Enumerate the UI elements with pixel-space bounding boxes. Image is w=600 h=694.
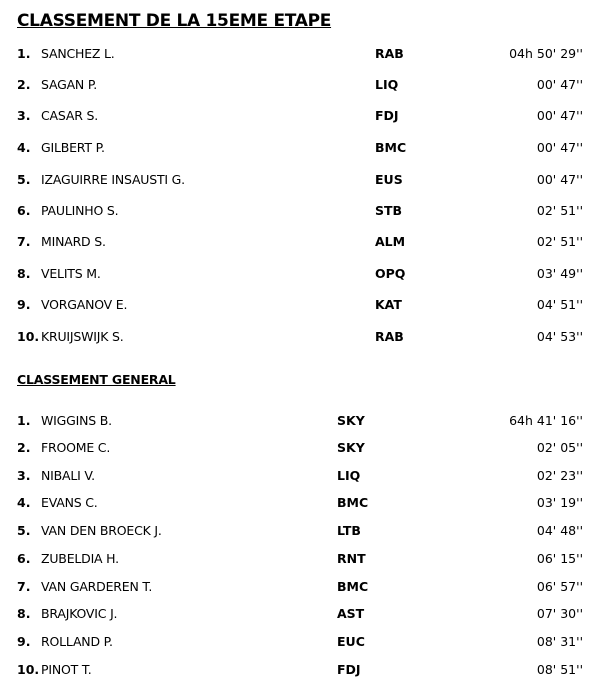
rank: 5. bbox=[17, 523, 31, 538]
rider-name: VELITS M. bbox=[41, 266, 101, 281]
rider-name: IZAGUIRRE INSAUSTI G. bbox=[41, 172, 185, 187]
time-gap: 03' 19'' bbox=[536, 495, 583, 510]
rider-name: EVANS C. bbox=[41, 495, 98, 510]
rank: 4. bbox=[17, 495, 31, 510]
table-row bbox=[0, 492, 600, 514]
rank: 1. bbox=[17, 413, 31, 428]
rank: 10. bbox=[17, 329, 40, 344]
rank: 10. bbox=[17, 662, 40, 677]
rider-name: MINARD S. bbox=[41, 234, 106, 249]
rank: 9. bbox=[17, 634, 31, 649]
table-row bbox=[0, 294, 600, 316]
team-code: FDJ bbox=[337, 662, 361, 677]
table-row bbox=[0, 437, 600, 459]
time-gap: 04h 50' 29'' bbox=[509, 46, 583, 61]
time-gap: 00' 47'' bbox=[536, 172, 583, 187]
team-code: LTB bbox=[337, 523, 361, 538]
rider-name: NIBALI V. bbox=[41, 468, 95, 483]
time-gap: 04' 51'' bbox=[536, 297, 583, 312]
team-code: RNT bbox=[337, 551, 366, 566]
rider-name: KRUIJSWIJK S. bbox=[41, 329, 124, 344]
rank: 3. bbox=[17, 108, 31, 123]
table-row bbox=[0, 576, 600, 598]
table-row bbox=[0, 74, 600, 96]
rider-name: CASAR S. bbox=[41, 108, 98, 123]
rider-name: FROOME C. bbox=[41, 440, 111, 455]
general-classification-title: CLASSEMENT GENERAL bbox=[17, 372, 176, 387]
rank: 6. bbox=[17, 551, 31, 566]
table-row bbox=[0, 263, 600, 285]
team-code: BMC bbox=[375, 140, 407, 155]
team-code: SKY bbox=[337, 413, 365, 428]
team-code: EUS bbox=[375, 172, 403, 187]
rank: 5. bbox=[17, 172, 31, 187]
table-row bbox=[0, 520, 600, 542]
table-row bbox=[0, 659, 600, 681]
team-code: OPQ bbox=[375, 266, 406, 281]
team-code: EUC bbox=[337, 634, 365, 649]
team-code: LIQ bbox=[375, 77, 399, 92]
table-row bbox=[0, 631, 600, 653]
stage-classification-title: CLASSEMENT DE LA 15EME ETAPE bbox=[17, 11, 332, 31]
rank: 1. bbox=[17, 46, 31, 61]
rider-name: VAN DEN BROECK J. bbox=[41, 523, 162, 538]
rider-name: VAN GARDEREN T. bbox=[41, 579, 153, 594]
table-row bbox=[0, 43, 600, 65]
rider-name: PINOT T. bbox=[41, 662, 92, 677]
rider-name: WIGGINS B. bbox=[41, 413, 112, 428]
time-gap: 04' 48'' bbox=[536, 523, 583, 538]
table-row bbox=[0, 137, 600, 159]
rider-name: ZUBELDIA H. bbox=[41, 551, 119, 566]
time-gap: 06' 57'' bbox=[536, 579, 583, 594]
time-gap: 06' 15'' bbox=[536, 551, 583, 566]
rider-name: VORGANOV E. bbox=[41, 297, 128, 312]
time-gap: 07' 30'' bbox=[536, 606, 583, 621]
table-row bbox=[0, 231, 600, 253]
time-gap: 03' 49'' bbox=[536, 266, 583, 281]
rider-name: SANCHEZ L. bbox=[41, 46, 115, 61]
team-code: RAB bbox=[375, 46, 404, 61]
rank: 6. bbox=[17, 203, 31, 218]
rank: 7. bbox=[17, 234, 31, 249]
time-gap: 08' 31'' bbox=[536, 634, 583, 649]
rank: 8. bbox=[17, 606, 31, 621]
rider-name: ROLLAND P. bbox=[41, 634, 113, 649]
table-row bbox=[0, 200, 600, 222]
time-gap: 04' 53'' bbox=[536, 329, 583, 344]
rank: 3. bbox=[17, 468, 31, 483]
rank: 2. bbox=[17, 440, 31, 455]
team-code: KAT bbox=[375, 297, 402, 312]
team-code: BMC bbox=[337, 495, 369, 510]
rider-name: BRAJKOVIC J. bbox=[41, 606, 118, 621]
time-gap: 00' 47'' bbox=[536, 77, 583, 92]
rank: 7. bbox=[17, 579, 31, 594]
table-row bbox=[0, 548, 600, 570]
table-row bbox=[0, 603, 600, 625]
rider-name: PAULINHO S. bbox=[41, 203, 119, 218]
time-gap: 02' 51'' bbox=[536, 203, 583, 218]
team-code: RAB bbox=[375, 329, 404, 344]
team-code: BMC bbox=[337, 579, 369, 594]
rider-name: SAGAN P. bbox=[41, 77, 98, 92]
time-gap: 64h 41' 16'' bbox=[509, 413, 583, 428]
time-gap: 00' 47'' bbox=[536, 140, 583, 155]
table-row bbox=[0, 105, 600, 127]
table-row bbox=[0, 410, 600, 432]
rank: 8. bbox=[17, 266, 31, 281]
team-code: FDJ bbox=[375, 108, 399, 123]
table-row bbox=[0, 465, 600, 487]
time-gap: 02' 23'' bbox=[536, 468, 583, 483]
team-code: AST bbox=[337, 606, 365, 621]
team-code: ALM bbox=[375, 234, 406, 249]
rank: 2. bbox=[17, 77, 31, 92]
time-gap: 02' 05'' bbox=[536, 440, 583, 455]
rider-name: GILBERT P. bbox=[41, 140, 105, 155]
rank: 9. bbox=[17, 297, 31, 312]
time-gap: 00' 47'' bbox=[536, 108, 583, 123]
time-gap: 08' 51'' bbox=[536, 662, 583, 677]
table-row bbox=[0, 169, 600, 191]
rank: 4. bbox=[17, 140, 31, 155]
team-code: STB bbox=[375, 203, 403, 218]
team-code: SKY bbox=[337, 440, 365, 455]
table-row bbox=[0, 326, 600, 348]
team-code: LIQ bbox=[337, 468, 361, 483]
time-gap: 02' 51'' bbox=[536, 234, 583, 249]
